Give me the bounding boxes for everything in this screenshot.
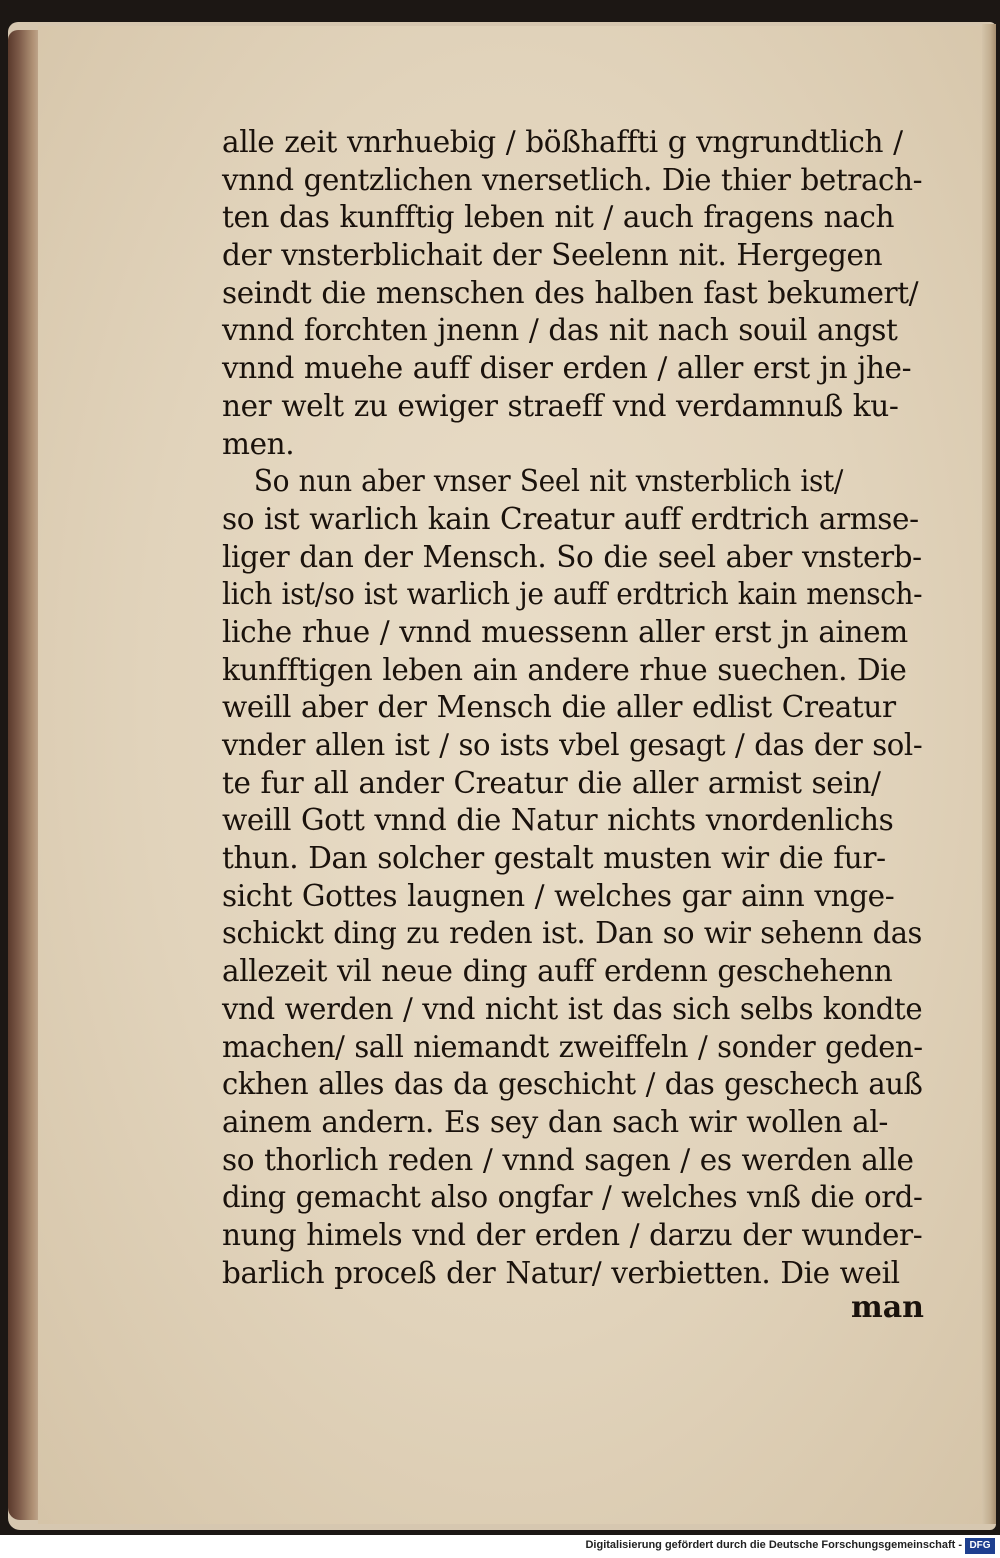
page-fore-edge — [982, 24, 996, 1524]
text-line: vnnd forchten jnenn / das nit nach souil angst — [222, 313, 898, 349]
text-line: weill aber der Mensch die aller edlist Creatur — [222, 690, 896, 726]
text-line: weill Gott vnnd die Natur nichts vnordenlichs — [222, 803, 894, 839]
footer-credit: Digitalisierung gefördert durch die Deutsche Forschungsgemeinschaft - — [585, 1539, 962, 1551]
text-line: sicht Gottes laugnen / welches gar ainn vnge- — [222, 878, 895, 914]
text-line: barlich proceß der Natur/ verbietten. Die weil — [222, 1255, 900, 1291]
text-line: men. — [222, 426, 295, 462]
text-line: ner welt zu ewiger straeff vnd verdamnuß ku- — [222, 388, 899, 424]
text-line: so ist warlich kain Creatur auff erdtrich armse- — [222, 501, 919, 537]
text-line: vnd werden / vnd nicht ist das sich selbs kondte — [222, 991, 923, 1027]
text-line: thun. Dan solcher gestalt musten wir die fur- — [222, 841, 886, 877]
text-line: lich ist/so ist warlich je auff erdtrich kain mensch- — [222, 577, 923, 613]
text-line: seindt die menschen des halben fast bekumert/ — [222, 275, 919, 311]
text-line: vnder allen ist / so ists vbel gesagt / das der sol- — [222, 728, 923, 763]
text-line: vnnd gentzlichen vnersetlich. Die thier betrach- — [222, 162, 923, 198]
text-line: der vnsterblichait der Seelenn nit. Hergegen — [222, 238, 883, 274]
text-line: alle zeit vnrhuebig / bößhaffti g vngrundtlich / — [222, 125, 903, 160]
text-line: ten das kunfftig leben nit / auch fragens nach — [222, 200, 895, 236]
text-line: kunfftigen leben ain andere rhue suechen. Die — [222, 652, 907, 688]
text-line: nung himels vnd der erden / darzu der wunder- — [222, 1217, 923, 1253]
text-line: So nun aber vnser Seel nit vnsterblich ist/ — [253, 464, 844, 500]
text-line: vnnd muehe auff diser erden / aller erst jn jhe- — [222, 351, 912, 387]
footer-bar — [0, 1535, 1000, 1558]
catchword: man — [851, 1290, 924, 1325]
text-line: allezeit vil neue ding auff erdenn geschehenn — [222, 954, 893, 990]
text-line: liche rhue / vnnd muessenn aller erst jn ainem — [222, 614, 908, 650]
text-line: schickt ding zu reden ist. Dan so wir sehenn das — [222, 916, 922, 952]
text-line: ding gemacht also ongfar / welches vnß die ord- — [222, 1180, 923, 1216]
text-line: ckhen alles das da geschicht / das geschech auß — [222, 1067, 923, 1103]
dfg-logo: DFG — [965, 1538, 995, 1554]
text-line: liger dan der Mensch. So die seel aber vnsterb- — [222, 539, 922, 575]
text-line: machen/ sall niemandt zweiffeln / sonder geden- — [222, 1029, 923, 1065]
text-line: so thorlich reden / vnnd sagen / es werden alle — [222, 1142, 914, 1178]
page-text-block — [222, 124, 934, 1292]
text-line: ainem andern. Es sey dan sach wir wollen al- — [222, 1104, 888, 1140]
text-line: te fur all ander Creatur die aller armist sein/ — [222, 765, 881, 801]
